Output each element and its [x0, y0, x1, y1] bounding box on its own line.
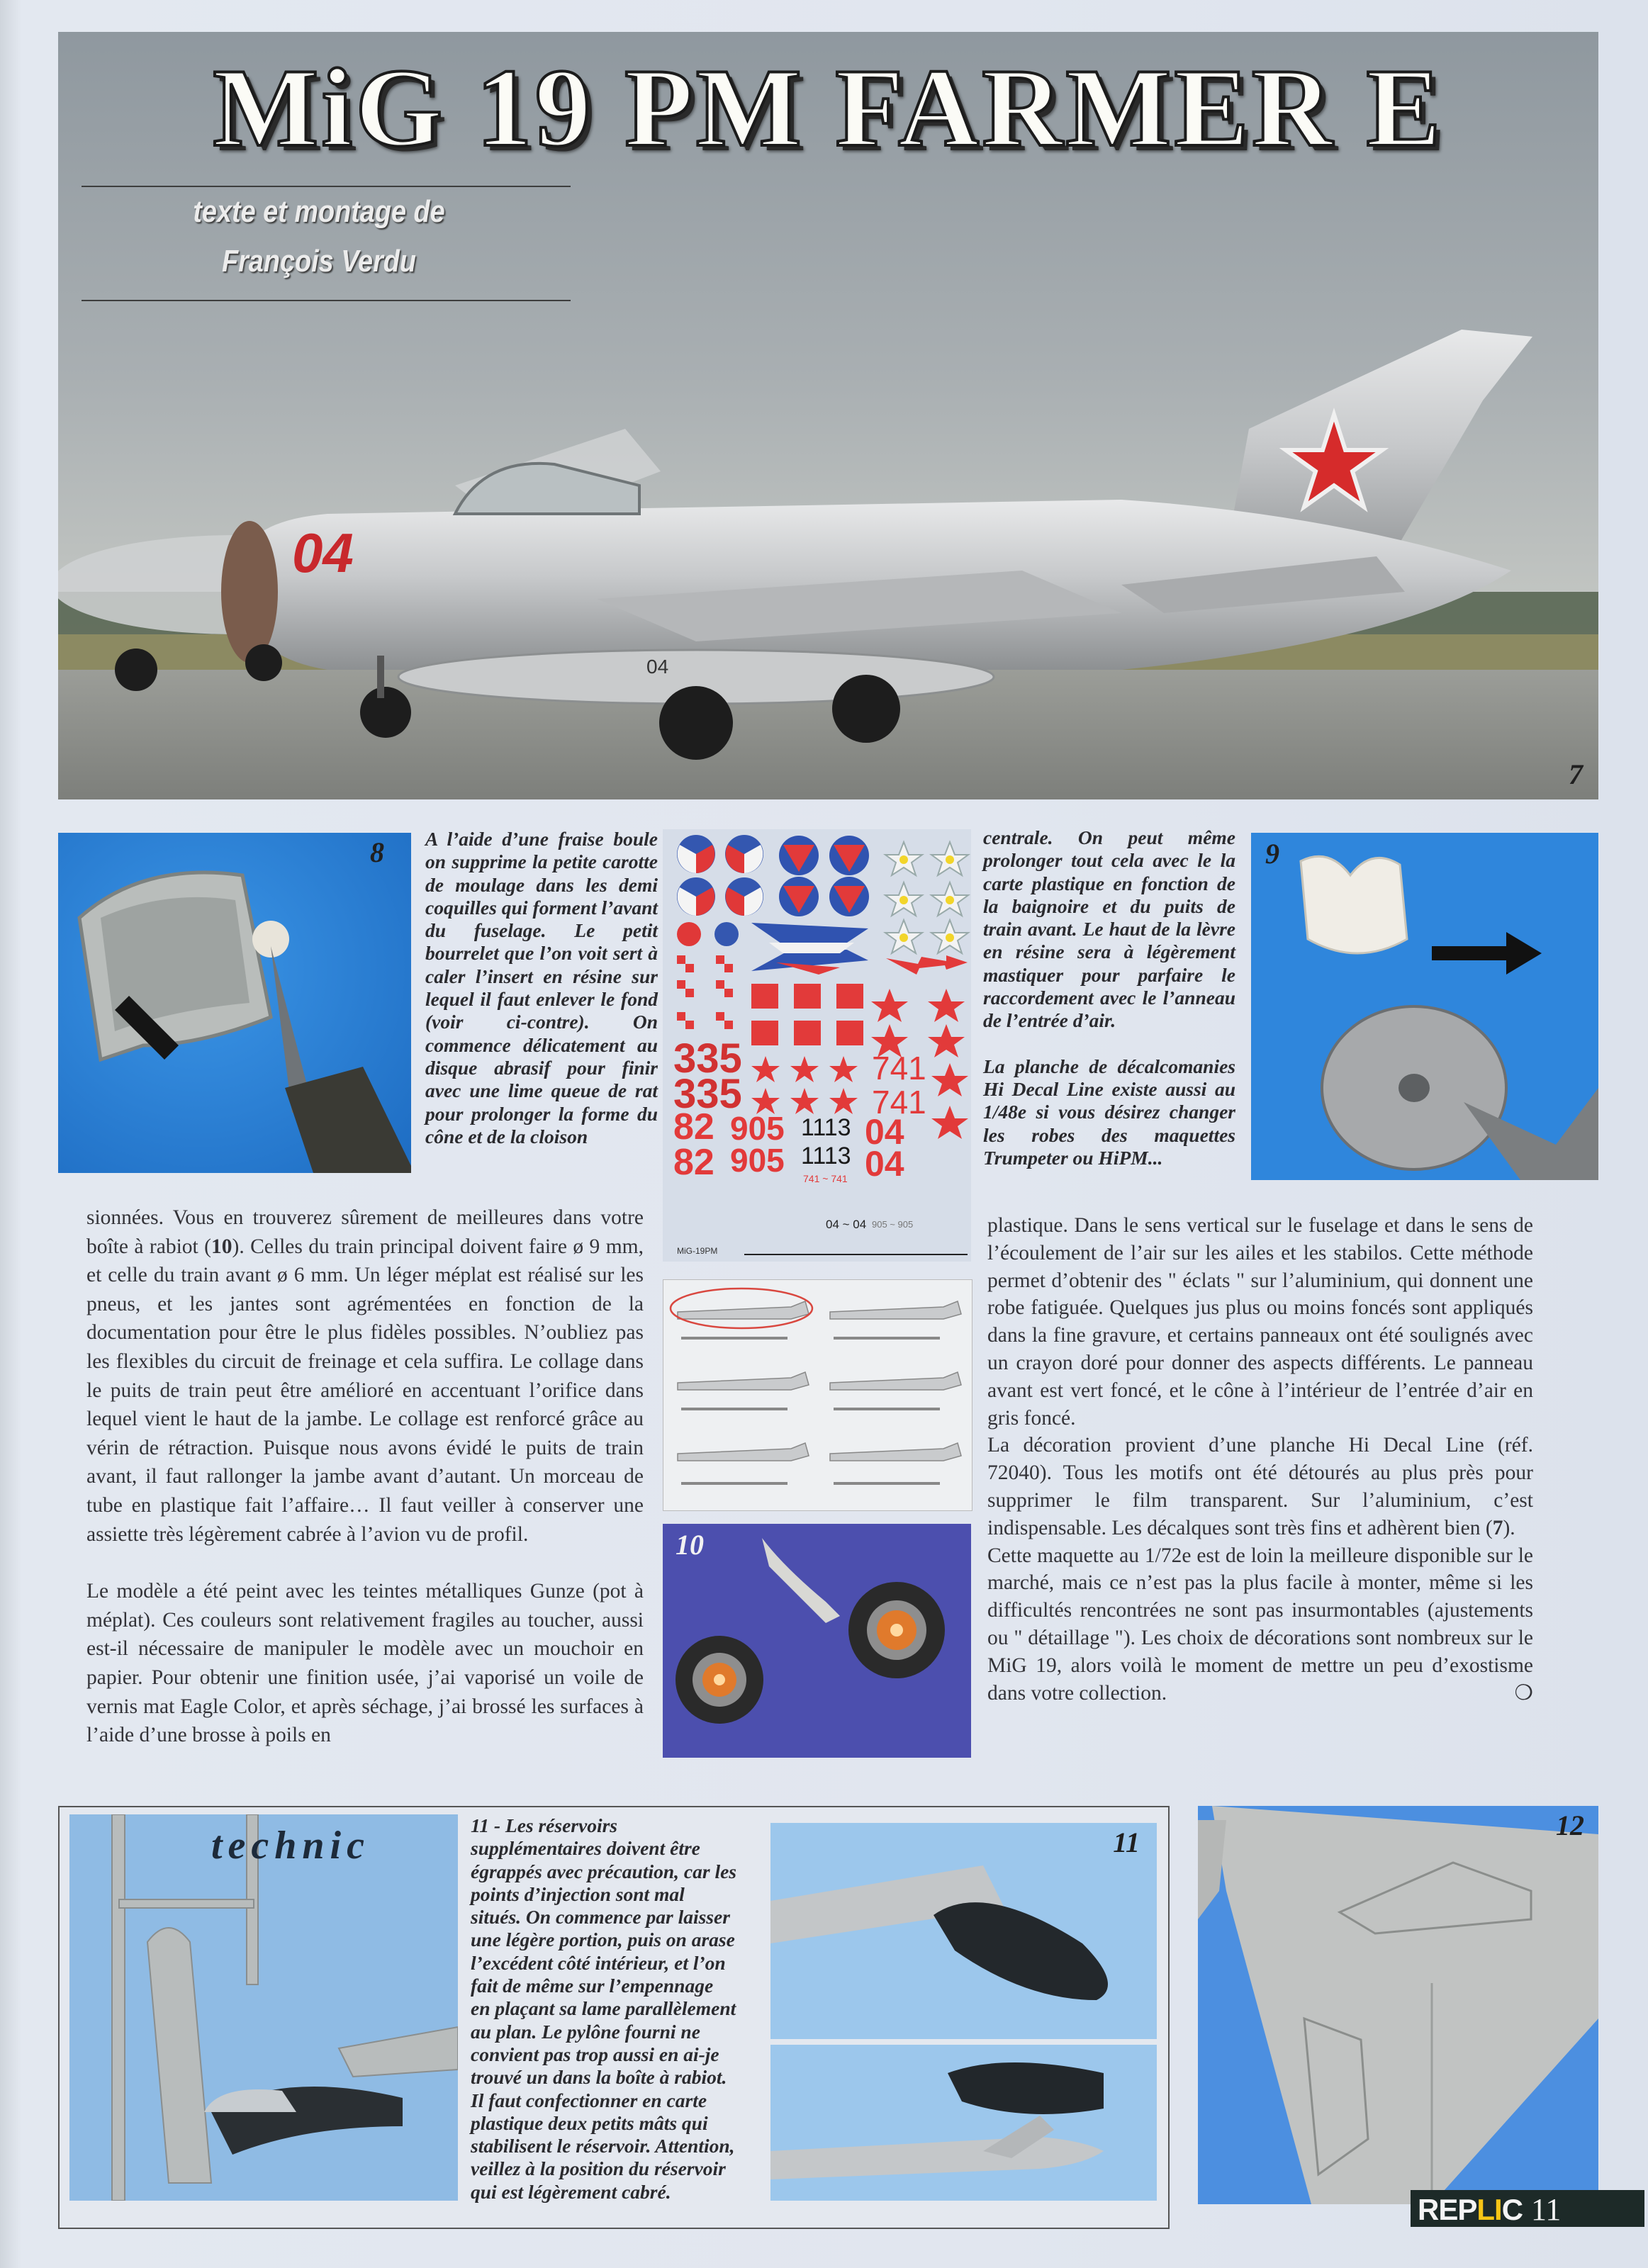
body-column-left	[86, 1203, 644, 1750]
caption-photo-11: 11 - Les réservoirs supplémentaires doivent être égrappés avec précaution, car les points d’injection sont mal situés. On commence par laisser une légère portion, puis on arase l’excédent côté intérieur, et l’on fait de même sur l’empennage en plaçant sa lame parallèlement au plan. Le pylône fourni ne convient pas trop aussi en ai-je trouvé un dans la boîte à rabiot. Il faut confectionner en carte plastique deux petits mâts qui stabilisent le réservoir. Attention, veillez à la position du réservoir qui est légèrement cabré.	[471, 1814, 736, 2203]
photo-ref-10: 10	[211, 1235, 232, 1258]
decal-335-a: 335	[673, 1035, 742, 1082]
end-of-article-mark: ❍	[1514, 1681, 1533, 1705]
nose-code: 04	[292, 522, 354, 584]
body-right-paragraph-1: plastique. Dans le sens vertical sur le fuselage et dans le sens de l’écoulement de l’air sur les ailes et les stabilos. Cette méthode permet d’obtenir des " éclats " sur l’aluminium, qui donnent une robe fatiguée. Quelques jus plus ou moins foncés sont appliqués dans la fine gravure, et certains panneaux ont été soulignés avec un crayon doré pour donner des aspects différents. Le panneau avant est vert foncé, et le cône à l’intérieur de l’entrée d’air en gris foncé.	[987, 1214, 1533, 1430]
decal-82-a: 82	[673, 1106, 714, 1147]
page-number: 11	[1531, 2192, 1562, 2227]
replic-logo: REPLIC	[1418, 2193, 1523, 2226]
decal-1113-a: 1113	[801, 1114, 851, 1141]
decal-741-a: 741	[872, 1050, 926, 1087]
body-right-paragraph-3: Cette maquette au 1/72e est de loin la meilleure disponible sur le marché, mais ce n’est pas la plus facile à monter, même si les difficultés rencontrées ne sont pas insurmontables (ajustements ou " détaillage "). Les choix de décorations sont nombreux sur le MiG 19, alors voilà le moment de mettre un peu d’exostisme dans votre collection. ❍	[987, 1542, 1533, 1707]
decal-small-04: 04 ~ 04	[826, 1218, 867, 1231]
caption-decal-sheet-note: La planche de décalcomanies Hi Decal Line existe aussi au 1/48e si vous désirez changer les robes des maquettes Trumpeter ou HiPM...	[983, 1055, 1235, 1169]
tank-code: 04	[646, 656, 669, 678]
decal-741-b: 741	[872, 1084, 926, 1121]
photo-number-10: 10	[676, 1529, 704, 1561]
photo-10-wheels	[663, 1524, 971, 1758]
decal-04-a: 04	[865, 1112, 904, 1152]
photo-9-resin-intake	[1251, 833, 1598, 1180]
photo-11-tank-top	[770, 1823, 1157, 2039]
decal-335-b: 335	[673, 1071, 742, 1117]
photo-11-tank-bottom	[770, 2045, 1157, 2201]
photo-8-fuselage-drill	[58, 833, 411, 1173]
decal-sheet-image	[663, 829, 971, 1262]
decal-small-905: 905 ~ 905	[872, 1219, 914, 1230]
caption-photo-8: A l’aide d’une fraise boule on supprime la petite carotte de moulage dans les demi coquilles qui forment l’avant du fuselage. Le petit bourrelet que l’on voit sert à caler l’insert en résine sur lequel il faut enlever le fond (voir ci-contre). On commence délicatement au disque abrasif pour finir avec une lime queue de rat pour prolonger la forme du cône et de la cloison	[425, 828, 658, 1147]
caption-photo-9	[983, 826, 1235, 1169]
byline-rule-bottom	[82, 300, 571, 301]
decal-placement-instructions	[663, 1279, 972, 1511]
technic-label: technic	[211, 1824, 370, 1868]
photo-ref-7: 7	[1492, 1516, 1503, 1539]
photo-12-tail-surface	[1198, 1806, 1598, 2204]
decal-905-b: 905	[730, 1142, 785, 1179]
byline-author: François Verdu	[221, 244, 417, 279]
photo-number-11: 11	[1113, 1826, 1140, 1858]
photo-number-7: 7	[1569, 758, 1583, 790]
byline-rule-top	[82, 186, 571, 187]
caption-photo-9-p1: centrale. On peut même prolonger tout cela avec le la carte plastique en fonction de la baignoire et du puits de train avant. Le haut de la lèvre en résine sera à légèrement mastiquer pour parfaire le raccordement avec le l’anneau de l’entrée d’air.	[983, 826, 1235, 1032]
decal-1113-b: 1113	[801, 1143, 851, 1169]
decal-905-a: 905	[730, 1110, 785, 1147]
decal-sheet-label: MiG-19PM	[677, 1246, 718, 1256]
photo-number-12: 12	[1556, 1809, 1584, 1841]
article-title: MiG 19 PM FARMER E	[213, 46, 1444, 170]
decal-82-b: 82	[673, 1142, 714, 1183]
body-right-paragraph-2: La décoration provient d’une planche Hi Decal Line (réf. 72040). Tous les motifs ont été détourés au plus près pour supprimer le film transparent. Sur l’aluminium, c’est indispensable. Les décalques sont très fins et adhèrent bien (7).	[987, 1434, 1533, 1539]
decal-04-b: 04	[865, 1144, 904, 1184]
photo-technic-sprue	[69, 1814, 458, 2201]
body-left-paragraph-2: Le modèle a été peint avec les teintes métalliques Gunze (pot à méplat). Ces couleurs sont relativement fragiles au toucher, aussi est-il nécessaire de manipuler le modèle avec un mouchoir en papier. Pour obtenir une finition usée, j’ai vaporisé un voile de vernis mat Eagle Color, et après séchage, j’ai brossé les surfaces à l’aide d’une brosse à poils en	[86, 1580, 644, 1747]
page-footer	[1411, 2190, 1644, 2227]
photo-number-9: 9	[1265, 838, 1279, 870]
photo-number-8: 8	[370, 836, 384, 868]
body-column-right	[987, 1212, 1533, 1707]
body-left-paragraph-1: sionnées. Vous en trouverez sûrement de meilleures dans votre boîte à rabiot (10). Celles du train principal doivent faire ø 9 mm, et celle du train avant ø 6 mm. Un léger méplat est réalisé sur les pneus, et les jantes sont agrémentées en fonction de la documentation pour être le plus fidèles possibles. N’oubliez pas les flexibles du circuit de freinage et cela suffira. Le collage dans le puits de train peut être amélioré en accentuant l’orifice dans lequel vient le haut de la jambe. Le collage est renforcé grâce au vérin de rétraction. Puisque nous avons évidé le puits de train avant, il faut rallonger la jambe avant d’autant. Un morceau de tube en plastique fait l’affaire… Il faut veiller à conserver une assiette très légèrement cabrée à l’avion vu de profil.	[86, 1206, 644, 1546]
decal-small-741: 741 ~ 741	[803, 1173, 848, 1184]
byline-line1: texte et montage de	[193, 194, 445, 229]
